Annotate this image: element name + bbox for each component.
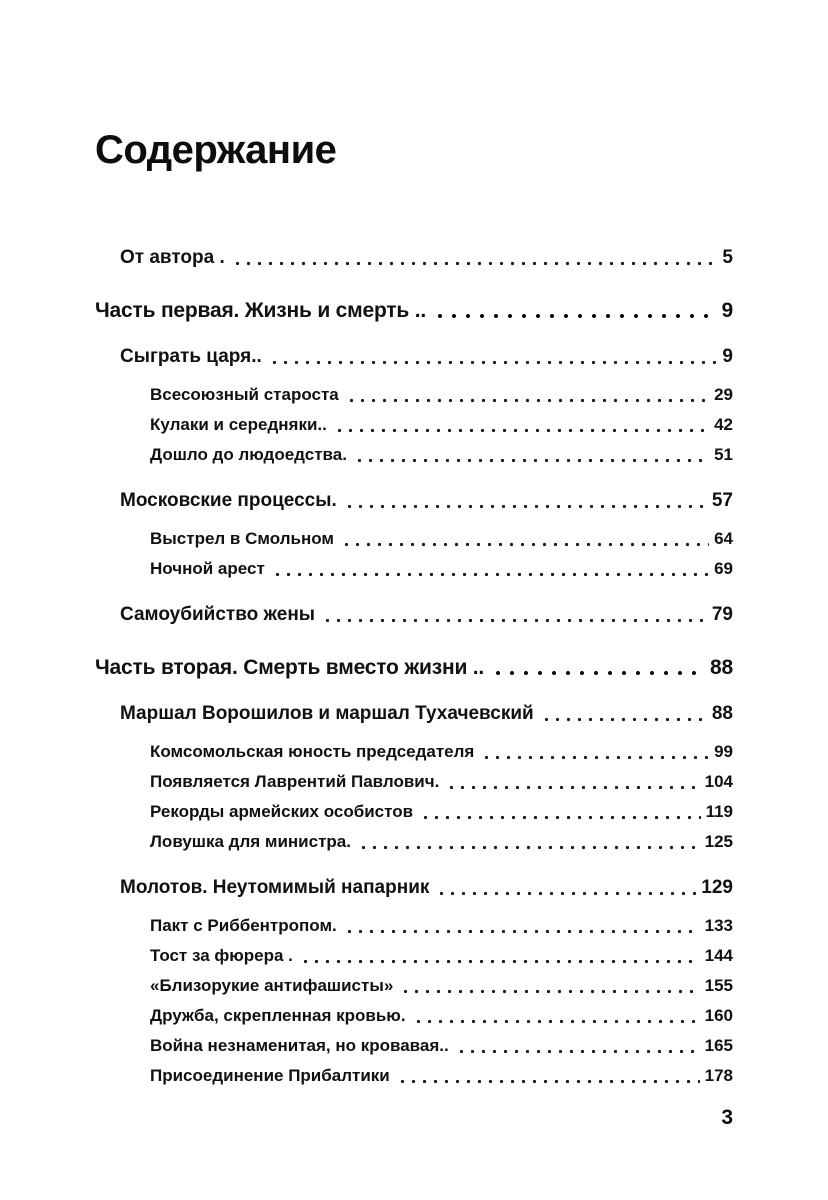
toc-dots-leader <box>344 502 707 511</box>
toc-entry-page: 119 <box>705 802 733 821</box>
toc-entry-label: Часть вторая. Смерть вместо жизни .. <box>95 656 485 679</box>
toc-entry-label: Самоубийство жены <box>120 604 316 625</box>
toc-row <box>95 342 733 371</box>
toc-entry-label: Пакт с Риббентропом. <box>150 916 337 935</box>
toc-entry-page: 104 <box>704 772 733 791</box>
toc-entry-page: 29 <box>714 385 733 404</box>
page-number: 3 <box>721 1106 733 1129</box>
toc-entry-label: Дружба, скрепленная кровью. <box>150 1006 406 1025</box>
toc-entry-page: 155 <box>704 976 733 995</box>
toc-dots-leader <box>358 843 700 852</box>
toc-row <box>95 524 733 553</box>
toc-row <box>95 873 733 902</box>
toc-dots-leader <box>322 616 707 625</box>
toc-entry-page: 64 <box>714 529 733 548</box>
toc-entry-page: 57 <box>711 490 733 511</box>
toc-entry-label: Комсомольская юность председателя <box>150 742 475 761</box>
toc-entry-label: «Близорукие антифашисты» <box>150 976 394 995</box>
toc-dots-leader <box>346 396 709 405</box>
toc-entry-page: 129 <box>701 877 733 898</box>
toc-row <box>95 486 733 515</box>
toc-entry-label: Сыграть царя.. <box>120 346 262 367</box>
toc-entry-page: 9 <box>722 346 733 367</box>
toc-row <box>95 653 733 682</box>
toc-dots-leader <box>446 783 699 792</box>
toc-dots-leader <box>436 889 696 898</box>
toc-row <box>95 1031 733 1060</box>
toc-row <box>95 971 733 1000</box>
toc-row <box>95 243 733 272</box>
toc-dots-leader <box>541 715 707 724</box>
toc-dots-leader <box>300 957 700 966</box>
toc-entry-page: 51 <box>714 445 733 464</box>
toc-row <box>95 296 733 325</box>
toc-entry-label: Московские процессы. <box>120 490 337 511</box>
toc-dots-leader <box>400 987 699 996</box>
toc-entry-label: Выстрел в Смольном <box>150 529 334 548</box>
toc-dots-leader <box>269 358 718 367</box>
toc-entry-label: Появляется Лаврентий Павлович. <box>150 772 440 791</box>
toc-entry-page: 88 <box>710 656 733 679</box>
toc-dots-leader <box>456 1047 700 1056</box>
toc-dots-leader <box>413 1017 700 1026</box>
toc-dots-leader <box>232 259 718 268</box>
toc-row <box>95 911 733 940</box>
toc-entry-page: 88 <box>711 703 733 724</box>
toc-entry-label: Молотов. Неутомимый напарник <box>120 877 430 898</box>
toc-entry-label: Ночной арест <box>150 559 265 578</box>
toc-entry-page: 5 <box>722 247 733 268</box>
toc-entry-label: Дошло до людоедства. <box>150 445 347 464</box>
toc-entry-label: Ловушка для министра. <box>150 832 351 851</box>
toc-row <box>95 827 733 856</box>
toc-dots-leader <box>481 753 709 762</box>
toc-dots-leader <box>341 540 709 549</box>
toc-dots-leader <box>272 570 709 579</box>
toc-entry-page: 144 <box>704 946 733 965</box>
toc-entry-page: 69 <box>714 559 733 578</box>
toc-entry-label: Кулаки и середняки.. <box>150 415 327 434</box>
toc-row <box>95 554 733 583</box>
toc-entry-label: Всесоюзный староста <box>150 385 339 404</box>
toc-entry-label: Часть первая. Жизнь и смерть .. <box>95 299 427 322</box>
toc-row <box>95 1061 733 1090</box>
toc-row <box>95 440 733 469</box>
toc-entry-page: 79 <box>711 604 733 625</box>
toc-entry-page: 125 <box>704 832 733 851</box>
toc-entry-page: 178 <box>704 1066 733 1085</box>
toc-entry-page: 99 <box>714 742 733 761</box>
toc-row <box>95 1001 733 1030</box>
toc-dots-leader <box>420 813 701 822</box>
page-title: Содержание <box>95 128 337 172</box>
toc-row <box>95 600 733 629</box>
toc-entry-label: Присоединение Прибалтики <box>150 1066 390 1085</box>
toc-dots-leader <box>344 927 700 936</box>
toc-row <box>95 737 733 766</box>
toc-entry-page: 165 <box>704 1036 733 1055</box>
toc-entry-label: Тост за фюрера . <box>150 946 293 965</box>
toc-entry-label: От автора . <box>120 247 225 268</box>
toc-dots-leader <box>354 456 709 465</box>
toc-row <box>95 767 733 796</box>
toc-entry-page: 133 <box>704 916 733 935</box>
toc-dots-leader <box>334 426 709 435</box>
toc-row <box>95 797 733 826</box>
toc-row <box>95 410 733 439</box>
table-of-contents <box>95 243 733 1090</box>
toc-entry-page: 160 <box>704 1006 733 1025</box>
toc-entry-label: Рекорды армейских особистов <box>150 802 414 821</box>
toc-row <box>95 699 733 728</box>
toc-dots-leader <box>491 668 705 678</box>
toc-entry-page: 9 <box>721 299 733 322</box>
toc-entry-page: 42 <box>714 415 733 434</box>
toc-dots-leader <box>397 1077 700 1086</box>
toc-row <box>95 941 733 970</box>
toc-entry-label: Война незнаменитая, но кровавая.. <box>150 1036 449 1055</box>
toc-entry-label: Маршал Ворошилов и маршал Тухачевский <box>120 703 534 724</box>
toc-row <box>95 380 733 409</box>
toc-dots-leader <box>433 311 717 321</box>
